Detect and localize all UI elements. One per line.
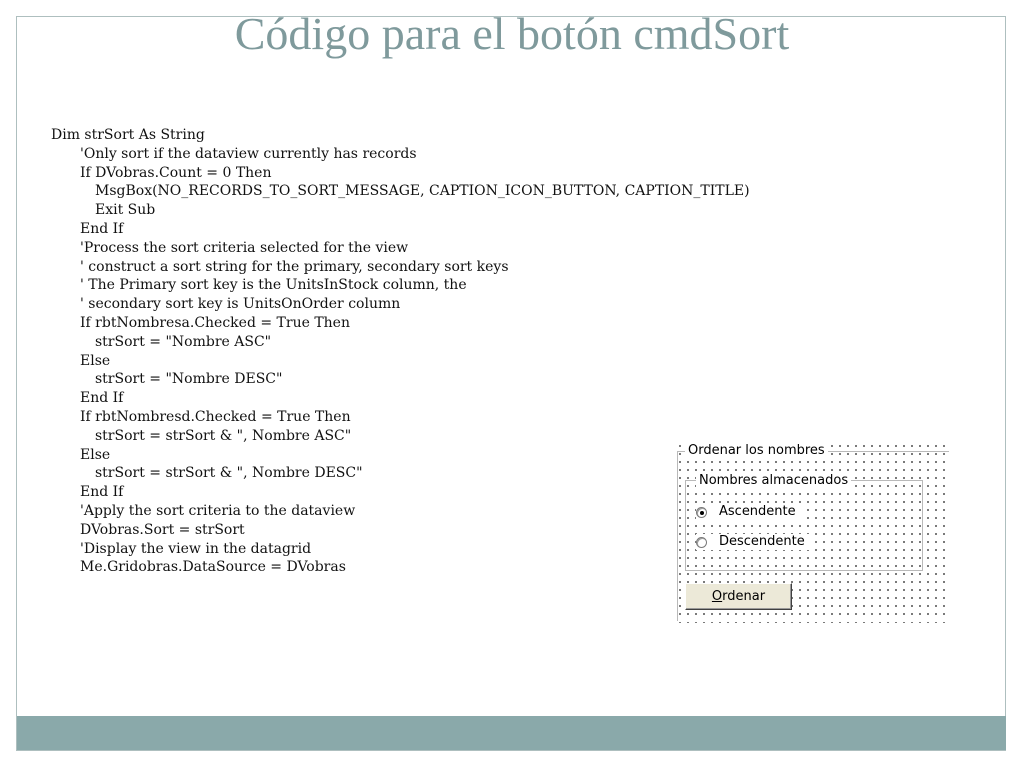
code-line: strSort = "Nombre DESC" — [95, 371, 283, 388]
code-line: MsgBox(NO_RECORDS_TO_SORT_MESSAGE, CAPTION_ICON_BUTTON, CAPTION_TITLE) — [95, 183, 750, 200]
code-line: End If — [80, 390, 124, 407]
code-line: Me.Gridobras.DataSource = DVobras — [80, 559, 346, 576]
radio-ascendente[interactable] — [696, 504, 802, 520]
ordenar-button-label: rdenar — [722, 589, 766, 604]
form-designer-preview — [674, 440, 951, 628]
code-line: 'Process the sort criteria selected for the view — [80, 239, 409, 256]
code-line: If rbtNombresa.Checked = True Then — [80, 314, 350, 331]
code-line: End If — [80, 484, 124, 501]
code-line: strSort = strSort & ", Nombre ASC" — [95, 427, 352, 444]
code-line: Exit Sub — [95, 202, 156, 219]
radio-checked-icon[interactable] — [696, 507, 707, 518]
code-line: Else — [80, 352, 111, 369]
code-line: strSort = "Nombre ASC" — [95, 333, 272, 350]
groupbox-caption-ordenar: Ordenar los nombres — [685, 443, 828, 459]
code-line: 'Apply the sort criteria to the dataview — [80, 502, 356, 519]
radio-descendente[interactable] — [696, 534, 811, 550]
slide-title: Código para el botón cmdSort — [234, 8, 790, 59]
groupbox-caption-nombres: Nombres almacenados — [696, 473, 851, 489]
code-line: ' The Primary sort key is the UnitsInStock column, the — [80, 277, 467, 294]
code-line: Else — [80, 446, 111, 463]
footer-band — [17, 716, 1006, 750]
ordenar-button-mnemonic: O — [711, 589, 723, 604]
code-line: 'Display the view in the datagrid — [80, 540, 312, 557]
code-line: If DVobras.Count = 0 Then — [80, 164, 272, 181]
code-line: ' secondary sort key is UnitsOnOrder column — [80, 296, 401, 313]
code-line: ' construct a sort string for the primary, secondary sort keys — [80, 258, 509, 275]
code-line: strSort = strSort & ", Nombre DESC" — [95, 465, 363, 482]
code-line: End If — [80, 220, 124, 237]
radio-unchecked-icon[interactable] — [696, 537, 707, 548]
radio-descendente-label: Descendente — [719, 534, 805, 549]
code-line: Dim strSort As String — [51, 127, 205, 143]
code-line: If rbtNombresd.Checked = True Then — [80, 408, 351, 425]
ordenar-button[interactable] — [685, 583, 792, 610]
groupbox-nombres-almacenados — [685, 480, 923, 571]
radio-ascendente-label: Ascendente — [719, 504, 796, 519]
code-line: DVobras.Sort = strSort — [80, 521, 245, 538]
code-line: 'Only sort if the dataview currently has records — [80, 145, 417, 162]
